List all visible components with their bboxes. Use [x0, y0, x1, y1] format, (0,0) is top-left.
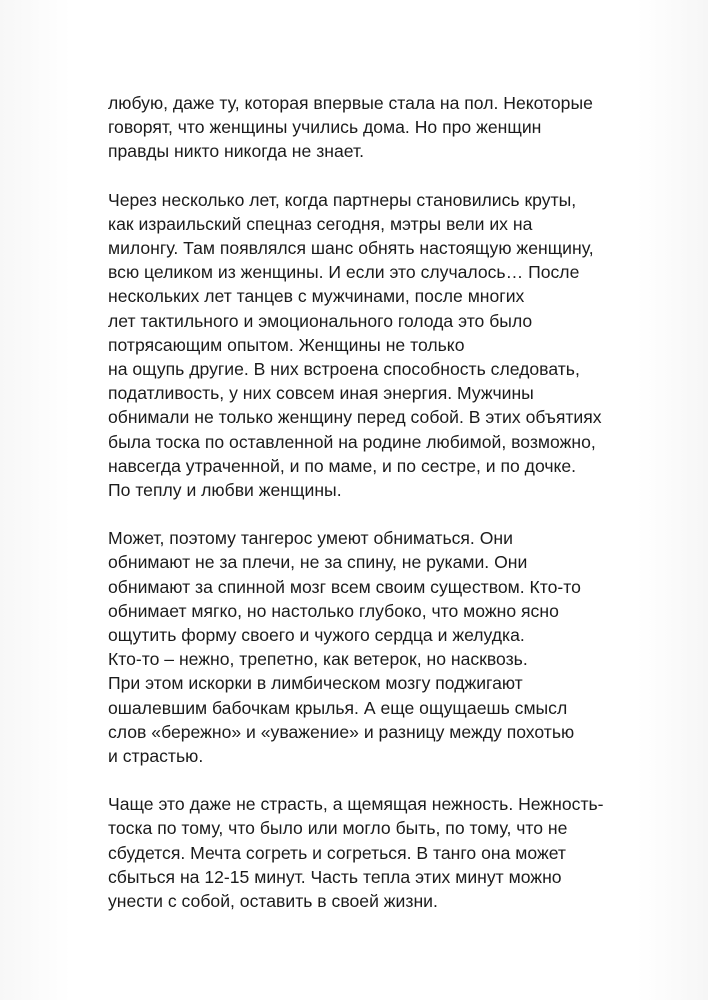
text-line: обнимали не только женщину перед собой. В этих объятиях: [108, 407, 602, 428]
text-line: обнимают не за плечи, не за спину, не руками. Они: [108, 552, 528, 573]
text-line: была тоска по оставленной на родине любимой, возможно,: [108, 431, 596, 452]
text-line: При этом искорки в лимбическом мозгу поджигают: [108, 673, 523, 694]
text-line: унести с собой, оставить в своей жизни.: [108, 891, 438, 912]
paragraph: [108, 188, 678, 503]
text-line: потрясающим опытом. Женщины не только: [108, 334, 465, 355]
text-line: ошалевшим бабочкам крылья. А еще ощущаешь смысл: [108, 697, 568, 718]
paragraph: [108, 91, 678, 164]
text-line: обнимает мягко, но настолько глубоко, что можно ясно: [108, 600, 559, 621]
text-line: милонгу. Там появлялся шанс обнять настоящую женщину,: [108, 238, 594, 259]
text-line: ощутить форму своего и чужого сердца и желудка.: [108, 625, 525, 646]
text-line: Может, поэтому тангерос умеют обниматься. Они: [108, 528, 513, 549]
text-line: и страстью.: [108, 746, 204, 767]
text-line: навсегда утраченной, и по маме, и по сестре, и по дочке.: [108, 455, 577, 476]
text-line: сбыться на 12-15 минут. Часть тепла этих минут можно: [108, 866, 562, 887]
paragraph: [108, 526, 678, 768]
text-line: как израильский спецназ сегодня, мэтры вели их на: [108, 213, 533, 234]
text-line: на ощупь другие. В них встроена способность следовать,: [108, 359, 580, 380]
text-line: По теплу и любви женщины.: [108, 480, 342, 501]
body-text: [108, 91, 678, 937]
text-line: обнимают за спинной мозг всем своим существом. Кто-то: [108, 576, 581, 597]
text-line: лет тактильного и эмоционального голода это было: [108, 310, 533, 331]
text-line: податливость, у них совсем иная энергия. Мужчины: [108, 383, 534, 404]
text-line: сбудется. Мечта согреть и согреться. В танго она может: [108, 842, 566, 863]
text-line: тоска по тому, что было или могло быть, по тому, что не: [108, 818, 568, 839]
text-line: правды никто никогда не знает.: [108, 141, 364, 162]
text-line: говорят, что женщины учились дома. Но про женщин: [108, 117, 542, 138]
text-line: Кто-то – нежно, трепетно, как ветерок, но насквозь.: [108, 649, 528, 670]
text-line: нескольких лет танцев с мужчинами, после многих: [108, 286, 525, 307]
text-line: всю целиком из женщины. И если это случалось… После: [108, 262, 580, 283]
paragraph: [108, 792, 678, 913]
text-line: Через несколько лет, когда партнеры становились круты,: [108, 189, 577, 210]
text-line: слов «бережно» и «уважение» и разницу между похотью: [108, 721, 575, 742]
text-line: любую, даже ту, которая впервые стала на пол. Некоторые: [108, 93, 593, 113]
text-line: Чаще это даже не страсть, а щемящая нежность. Нежность-: [108, 794, 604, 815]
